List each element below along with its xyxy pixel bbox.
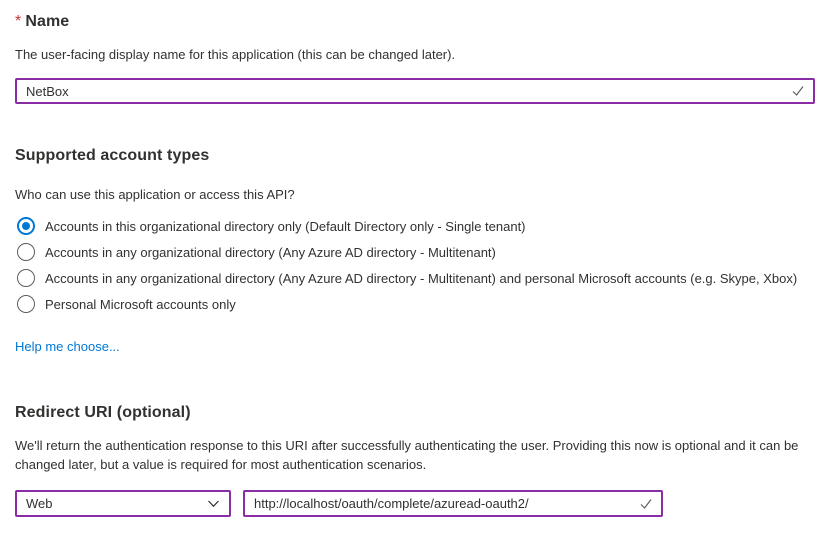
radio-option-personal-only[interactable] <box>15 291 815 317</box>
name-description: The user-facing display name for this application (this can be changed later). <box>15 47 456 62</box>
radio-option-single-tenant[interactable] <box>15 213 815 239</box>
radio-option-multitenant[interactable] <box>15 239 815 265</box>
name-input[interactable] <box>26 84 790 99</box>
radio-option-label: Personal Microsoft accounts only <box>45 296 236 312</box>
checkmark-icon <box>790 83 806 99</box>
redirect-uri-description: We'll return the authentication response to this URI after successfully authenticating the user. Providing this now is optional and it can be changed later, but a value is required for most authentication scenarios. <box>15 438 799 472</box>
help-me-choose-link[interactable]: Help me choose... <box>15 339 120 354</box>
redirect-uri-title: Redirect URI (optional) <box>15 404 191 421</box>
platform-select[interactable] <box>15 490 231 517</box>
name-section <box>15 12 815 104</box>
radio-option-label: Accounts in any organizational directory (Any Azure AD directory - Multitenant) and personal Microsoft accounts (e.g. Skype, Xbox) <box>45 270 798 286</box>
redirect-uri-row <box>15 490 815 517</box>
redirect-uri-section <box>15 403 815 517</box>
account-types-title: Supported account types <box>15 147 210 164</box>
checkmark-icon <box>638 496 654 512</box>
redirect-uri-input[interactable] <box>254 496 638 511</box>
redirect-uri-input-wrap <box>243 490 663 517</box>
chevron-down-icon <box>206 496 221 511</box>
name-section-title <box>15 12 815 32</box>
account-types-radio-group <box>15 213 815 317</box>
platform-select-value: Web <box>26 496 53 511</box>
radio-button-icon[interactable] <box>17 243 35 261</box>
name-input-wrap <box>15 78 815 104</box>
radio-option-label: Accounts in this organizational directory only (Default Directory only - Single tenant) <box>45 218 526 234</box>
name-section-title-text: Name <box>25 13 70 30</box>
required-asterisk: * <box>15 13 22 30</box>
account-types-section <box>15 146 815 356</box>
radio-option-multitenant-personal[interactable] <box>15 265 815 291</box>
radio-button-icon[interactable] <box>17 295 35 313</box>
radio-button-icon[interactable] <box>17 217 35 235</box>
radio-button-icon[interactable] <box>17 269 35 287</box>
account-types-question: Who can use this application or access this API? <box>15 187 295 202</box>
radio-option-label: Accounts in any organizational directory (Any Azure AD directory - Multitenant) <box>45 244 496 260</box>
